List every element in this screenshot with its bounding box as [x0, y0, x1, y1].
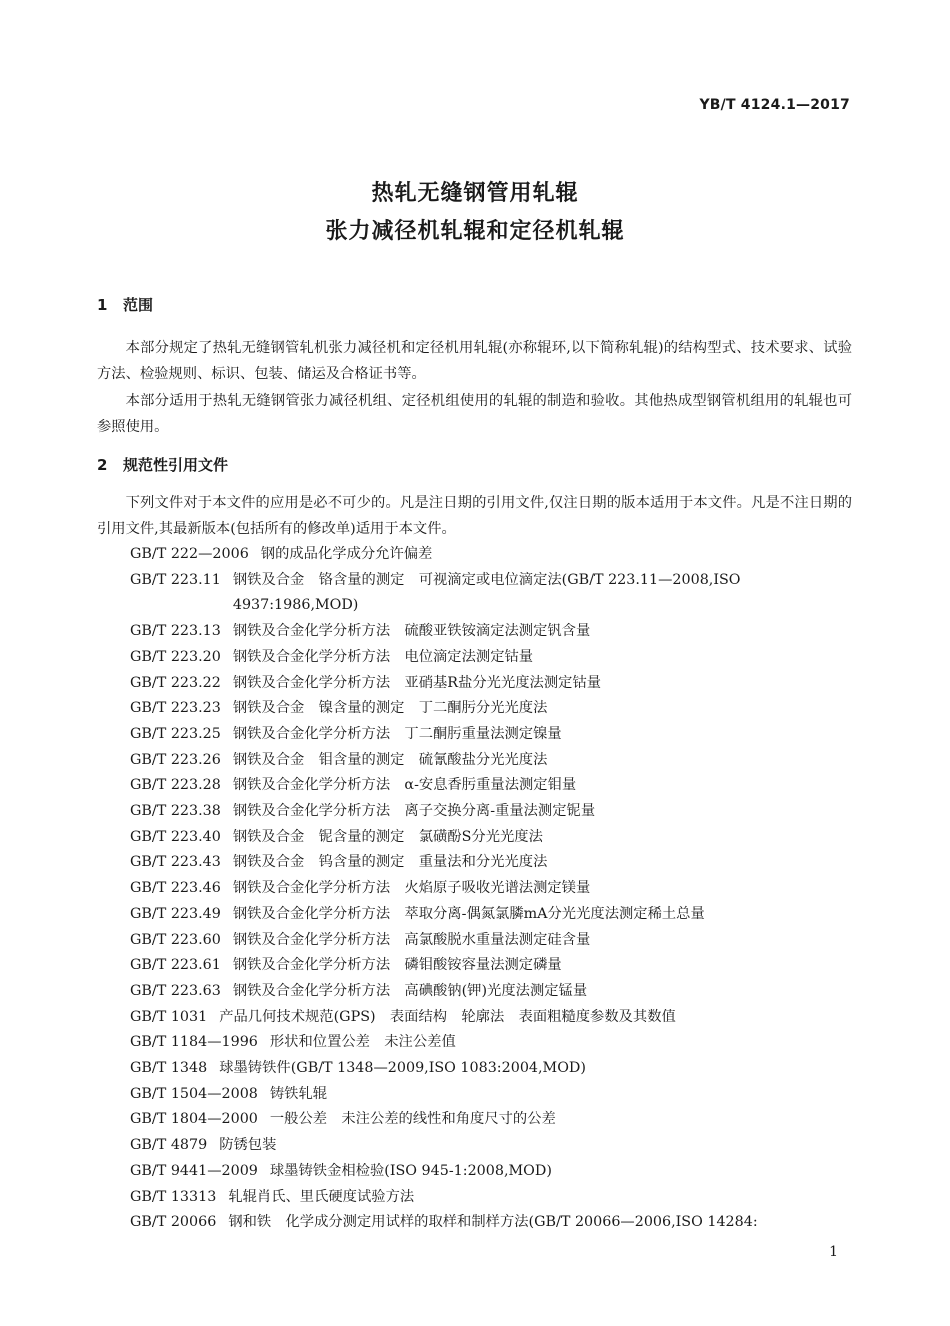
reference-item: [130, 1056, 860, 1082]
reference-title-part: 钢铁及合金化学分析方法: [232, 905, 391, 922]
reference-title: [221, 722, 562, 748]
reference-title-part: 铬含量的测定: [318, 571, 405, 588]
section1-title: 范围: [123, 296, 154, 314]
reference-code: GB/T 223.63: [130, 982, 221, 999]
reference-code: GB/T 223.38: [130, 803, 221, 820]
reference-title-part: 钢铁及合金化学分析方法: [232, 880, 391, 897]
reference-title-part: 球墨铸铁件(GB/T 1348—2009,ISO 1083:2004,MOD): [219, 1060, 586, 1077]
reference-code: GB/T 1348: [130, 1060, 208, 1077]
reference-item: [130, 979, 860, 1005]
reference-item: [130, 799, 860, 825]
reference-title: [221, 568, 841, 619]
section1-paragraph1: 本部分规定了热轧无缝钢管轧机张力减径机和定径机用轧辊(亦称辊环,以下简称轧辊)的结构型式、技术要求、试验方法、检验规则、标识、包装、储运及合格证书等。: [97, 340, 852, 382]
reference-title-part: 钢铁及合金: [232, 854, 305, 871]
reference-title-part: 磷钼酸铵容量法测定磷量: [404, 957, 562, 974]
reference-title-part: 钢铁及合金: [232, 751, 305, 768]
reference-code: GB/T 223.40: [130, 828, 221, 845]
reference-code: GB/T 9441—2009: [130, 1162, 258, 1179]
reference-code: GB/T 223.20: [130, 648, 221, 665]
reference-title-part: 亚硝基R盐分光光度法测定钴量: [404, 674, 602, 691]
reference-title-part: 钢铁及合金化学分析方法: [232, 803, 391, 820]
reference-title: [221, 850, 548, 876]
reference-code: GB/T 223.46: [130, 880, 221, 897]
reference-title: [221, 671, 601, 697]
reference-title-part: 一般公差: [269, 1111, 328, 1128]
reference-title: [221, 979, 587, 1005]
reference-title-part: 钢铁及合金化学分析方法: [232, 982, 391, 999]
reference-item: [130, 568, 860, 619]
reference-code: GB/T 1504—2008: [130, 1085, 258, 1102]
reference-title-part: 表面结构: [389, 1008, 448, 1025]
reference-item: [130, 1030, 860, 1056]
reference-title-part: 重量法和分光光度法: [418, 854, 548, 871]
reference-code: GB/T 13313: [130, 1188, 217, 1205]
section1-heading: [97, 294, 153, 315]
reference-title-part: 可视滴定或电位滴定法(GB/T 223.11—2008,ISO 4937:1986,MOD): [232, 571, 741, 614]
reference-title: [258, 1107, 556, 1133]
normative-references-list: [130, 542, 860, 1236]
reference-code: GB/T 223.13: [130, 623, 221, 640]
reference-title: [258, 1030, 456, 1056]
reference-item: [130, 1159, 860, 1185]
reference-title-part: 未注公差值: [384, 1034, 456, 1051]
reference-item: [130, 850, 860, 876]
reference-item: [130, 953, 860, 979]
document-title-line1: 热轧无缝钢管用轧辊: [371, 181, 579, 206]
reference-item: [130, 1210, 860, 1236]
reference-item: [130, 696, 860, 722]
reference-title: [221, 953, 562, 979]
reference-title-part: 钢铁及合金: [232, 700, 305, 717]
reference-title: [221, 696, 548, 722]
reference-title: [221, 748, 548, 774]
reference-item: [130, 1005, 860, 1031]
reference-code: GB/T 1804—2000: [130, 1111, 258, 1128]
reference-item: [130, 773, 860, 799]
reference-title: [207, 1005, 676, 1031]
reference-title: [207, 1133, 276, 1159]
reference-code: GB/T 223.22: [130, 674, 221, 691]
reference-title-part: 萃取分离-偶氮氯膦mA分光光度法测定稀土总量: [404, 905, 705, 922]
reference-code: GB/T 1184—1996: [130, 1034, 258, 1051]
reference-title: [221, 773, 576, 799]
reference-title-part: 轮廓法: [461, 1008, 505, 1025]
reference-title-part: 形状和位置公差: [269, 1034, 370, 1051]
reference-title-part: 表面粗糙度参数及其数值: [518, 1008, 676, 1025]
reference-title-part: 钢铁及合金化学分析方法: [232, 623, 391, 640]
reference-title: [258, 1159, 552, 1185]
reference-item: [130, 1185, 860, 1211]
reference-title: [221, 825, 543, 851]
reference-title-part: 钢铁及合金化学分析方法: [232, 957, 391, 974]
reference-title-part: 钢铁及合金化学分析方法: [232, 725, 391, 742]
reference-title: [221, 902, 705, 928]
reference-title: [216, 1185, 414, 1211]
reference-title-part: 火焰原子吸收光谱法测定镁量: [404, 880, 591, 897]
reference-title-part: 硫酸亚铁铵滴定法测定钒含量: [404, 623, 591, 640]
reference-code: GB/T 223.28: [130, 777, 221, 794]
reference-title-part: 钢铁及合金化学分析方法: [232, 777, 391, 794]
reference-code: GB/T 223.26: [130, 751, 221, 768]
section2-number: 2: [97, 456, 108, 474]
reference-item: [130, 1082, 860, 1108]
reference-title-part: 防锈包装: [219, 1137, 277, 1154]
reference-title-part: 电位滴定法测定钴量: [404, 648, 534, 665]
reference-item: [130, 619, 860, 645]
reference-title: [221, 928, 590, 954]
reference-item: [130, 902, 860, 928]
standard-number: YB/T 4124.1—2017: [699, 97, 850, 113]
reference-item: [130, 645, 860, 671]
reference-title-part: α-安息香肟重量法测定钼量: [404, 777, 577, 794]
reference-code: GB/T 20066: [130, 1214, 217, 1231]
reference-code: GB/T 223.60: [130, 931, 221, 948]
reference-title: [258, 1082, 327, 1108]
reference-code: GB/T 222—2006: [130, 546, 249, 562]
reference-item: [130, 928, 860, 954]
reference-code: GB/T 223.23: [130, 700, 221, 717]
reference-item: [130, 1133, 860, 1159]
reference-title-part: 铸铁轧辊: [269, 1085, 328, 1102]
reference-item: [130, 748, 860, 774]
reference-title-part: 高氯酸脱水重量法测定硅含量: [404, 931, 591, 948]
reference-title: [221, 876, 590, 902]
reference-code: GB/T 1031: [130, 1008, 208, 1025]
reference-item: [130, 876, 860, 902]
section1-number: 1: [97, 296, 108, 314]
reference-title-part: 钢铁及合金: [232, 828, 305, 845]
section1-paragraph2: 本部分适用于热轧无缝钢管张力减径机组、定径机组使用的轧辊的制造和验收。其他热成型钢管机组用的轧辊也可参照使用。: [97, 393, 852, 435]
reference-title: [221, 619, 590, 645]
reference-title-part: 钢铁及合金化学分析方法: [232, 648, 391, 665]
reference-title-part: 钢铁及合金: [232, 571, 305, 588]
reference-item: [130, 542, 860, 568]
reference-title: [221, 645, 533, 671]
reference-title-part: 钢铁及合金化学分析方法: [232, 674, 391, 691]
reference-title-part: 铌含量的测定: [318, 828, 405, 845]
reference-title: [207, 1056, 586, 1082]
section2-heading: [97, 454, 228, 475]
reference-title-part: 产品几何技术规范(GPS): [219, 1008, 376, 1025]
reference-title-part: 轧辊肖氏、里氏硬度试验方法: [228, 1188, 415, 1205]
reference-title-part: 未注公差的线性和角度尺寸的公差: [341, 1111, 556, 1128]
reference-title-part: 钼含量的测定: [318, 751, 405, 768]
section2-title: 规范性引用文件: [123, 456, 229, 474]
reference-code: GB/T 223.61: [130, 957, 221, 974]
reference-code: GB/T 223.43: [130, 854, 221, 871]
section2-intro: 下列文件对于本文件的应用是必不可少的。凡是注日期的引用文件,仅注日期的版本适用于本文件。凡是不注日期的引用文件,其最新版本(包括所有的修改单)适用于本文件。: [97, 495, 852, 537]
reference-title-part: 丁二酮肟重量法测定镍量: [404, 725, 562, 742]
reference-title-part: 离子交换分离-重量法测定铌量: [404, 803, 596, 820]
reference-title-part: 钢铁及合金化学分析方法: [232, 931, 391, 948]
reference-item: [130, 1107, 860, 1133]
reference-title: [216, 1210, 757, 1236]
reference-title-part: 钢和铁: [228, 1214, 272, 1231]
reference-title-part: 氯磺酚S分光光度法: [418, 828, 543, 845]
reference-item: [130, 825, 860, 851]
reference-item: [130, 671, 860, 697]
reference-item: [130, 722, 860, 748]
reference-title-part: 高碘酸钠(钾)光度法测定锰量: [404, 982, 588, 999]
reference-title-part: 钨含量的测定: [318, 854, 405, 871]
reference-title-part: 钢的成品化学成分允许偏差: [260, 546, 433, 562]
reference-code: GB/T 223.49: [130, 905, 221, 922]
reference-title-part: 硫氰酸盐分光光度法: [418, 751, 548, 768]
reference-code: GB/T 223.11: [130, 571, 221, 588]
reference-title-part: 丁二酮肟分光光度法: [418, 700, 548, 717]
reference-title: [249, 542, 433, 568]
reference-code: GB/T 4879: [130, 1137, 208, 1154]
document-title-line2: 张力减径机轧辊和定径机轧辊: [325, 219, 625, 244]
reference-code: GB/T 223.25: [130, 725, 221, 742]
reference-title: [221, 799, 595, 825]
reference-title-part: 球墨铸铁金相检验(ISO 945-1:2008,MOD): [269, 1162, 552, 1179]
reference-title-part: 镍含量的测定: [318, 700, 405, 717]
reference-title-part: 化学成分测定用试样的取样和制样方法(GB/T 20066—2006,ISO 14284:: [285, 1214, 758, 1231]
page-number: 1: [829, 1244, 838, 1260]
